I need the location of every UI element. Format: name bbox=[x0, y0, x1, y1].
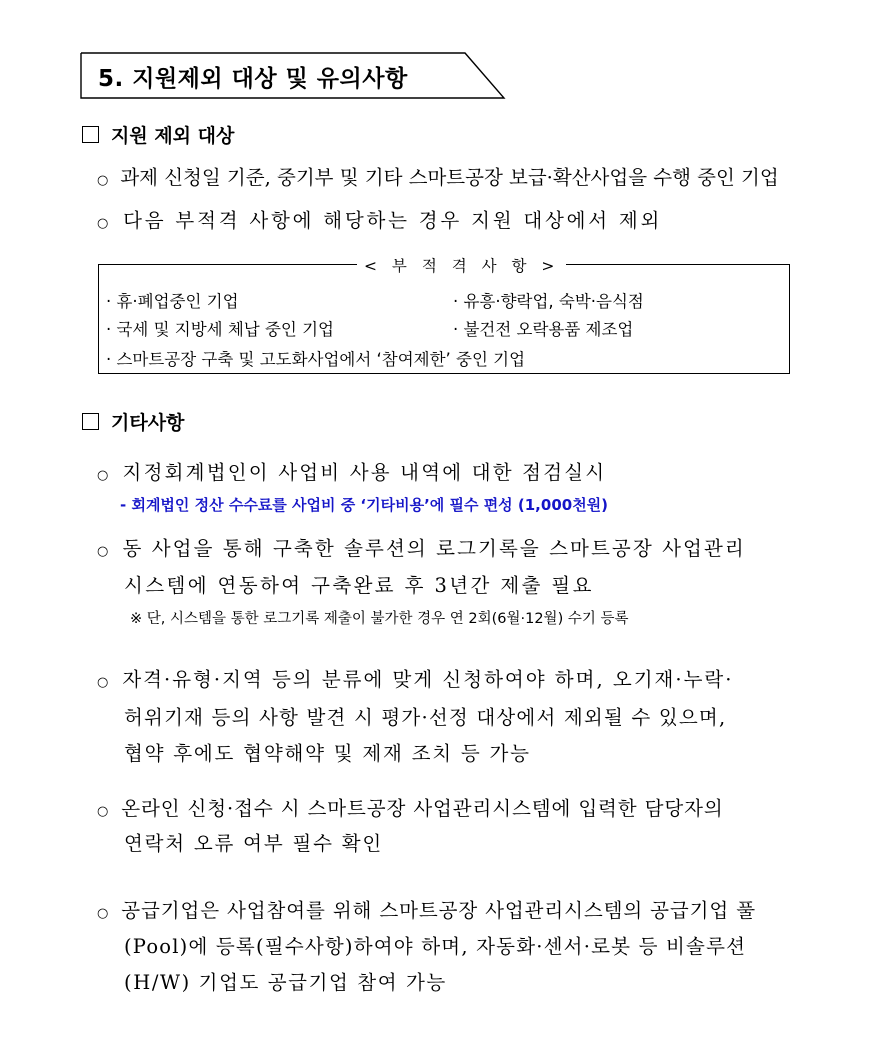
other-item-2-note: ※ 단, 시스템을 통한 로그기록 제출이 불가한 경우 연 2회(6월·12월) 수기 등록 bbox=[130, 611, 629, 627]
other-item-2-line-2: 시스템에 연동하여 구축완료 후 3년간 제출 필요 bbox=[124, 574, 594, 597]
other-item-3-line-3: 협약 후에도 협약해약 및 제재 조치 등 가능 bbox=[124, 742, 531, 765]
circle-bullet-icon: ○ bbox=[97, 804, 110, 819]
ineligibility-box-title: < 부 적 격 사 항 > bbox=[357, 254, 566, 276]
exclusion-item-1: ○ 과제 신청일 기준, 중기부 및 기타 스마트공장 보급·확산사업을 수행 중인 기업 bbox=[97, 166, 779, 189]
other-item-1: ○ 지정회계법인이 사업비 사용 내역에 대한 점검실시 bbox=[97, 461, 607, 484]
square-bullet-icon bbox=[82, 413, 99, 430]
section-title: 5. 지원제외 대상 및 유의사항 bbox=[98, 66, 408, 92]
other-heading: 기타사항 bbox=[82, 408, 184, 435]
other-item-5: ○ 공급기업은 사업참여를 위해 스마트공장 사업관리시스템의 공급기업 풀 bbox=[97, 899, 756, 922]
circle-bullet-icon: ○ bbox=[97, 173, 109, 188]
circle-bullet-icon: ○ bbox=[97, 216, 112, 231]
other-item-1-note: - 회계법인 정산 수수료를 사업비 중 ‘기타비용’에 필수 편성 (1,000천원) bbox=[120, 496, 609, 514]
ineligibility-item: · 휴·폐업중인 기업 bbox=[106, 292, 239, 311]
other-item-2: ○ 동 사업을 통해 구축한 솔루션의 로그기록을 스마트공장 사업관리 bbox=[97, 537, 746, 560]
exclusion-heading: 지원 제외 대상 bbox=[82, 121, 234, 148]
ineligibility-item: · 불건전 오락용품 제조업 bbox=[453, 320, 634, 339]
exclusion-item-2: ○ 다음 부적격 사항에 해당하는 경우 지원 대상에서 제외 bbox=[97, 209, 663, 232]
circle-bullet-icon: ○ bbox=[97, 468, 111, 483]
circle-bullet-icon: ○ bbox=[97, 906, 110, 921]
circle-bullet-icon: ○ bbox=[97, 675, 111, 690]
other-item-5-line-2: (Pool)에 등록(필수사항)하여야 하며, 자동화·센서·로봇 등 비솔루션 bbox=[124, 935, 747, 958]
circle-bullet-icon: ○ bbox=[97, 544, 111, 559]
other-item-5-line-3: (H/W) 기업도 공급기업 참여 가능 bbox=[124, 971, 447, 994]
other-item-4: ○ 온라인 신청·접수 시 스마트공장 사업관리시스템에 입력한 담당자의 bbox=[97, 797, 724, 820]
ineligibility-item: · 유흥·향락업, 숙박·음식점 bbox=[453, 292, 644, 311]
other-item-3: ○ 자격·유형·지역 등의 분류에 맞게 신청하여야 하며, 오기재·누락· bbox=[97, 668, 734, 691]
other-item-4-line-2: 연락처 오류 여부 필수 확인 bbox=[124, 832, 384, 855]
other-item-3-line-2: 허위기재 등의 사항 발견 시 평가·선정 대상에서 제외될 수 있으며, bbox=[124, 706, 727, 729]
ineligibility-item: · 스마트공장 구축 및 고도화사업에서 ‘참여제한’ 중인 기업 bbox=[106, 350, 526, 369]
square-bullet-icon bbox=[82, 126, 99, 143]
ineligibility-item: · 국세 및 지방세 체납 중인 기업 bbox=[106, 320, 334, 339]
